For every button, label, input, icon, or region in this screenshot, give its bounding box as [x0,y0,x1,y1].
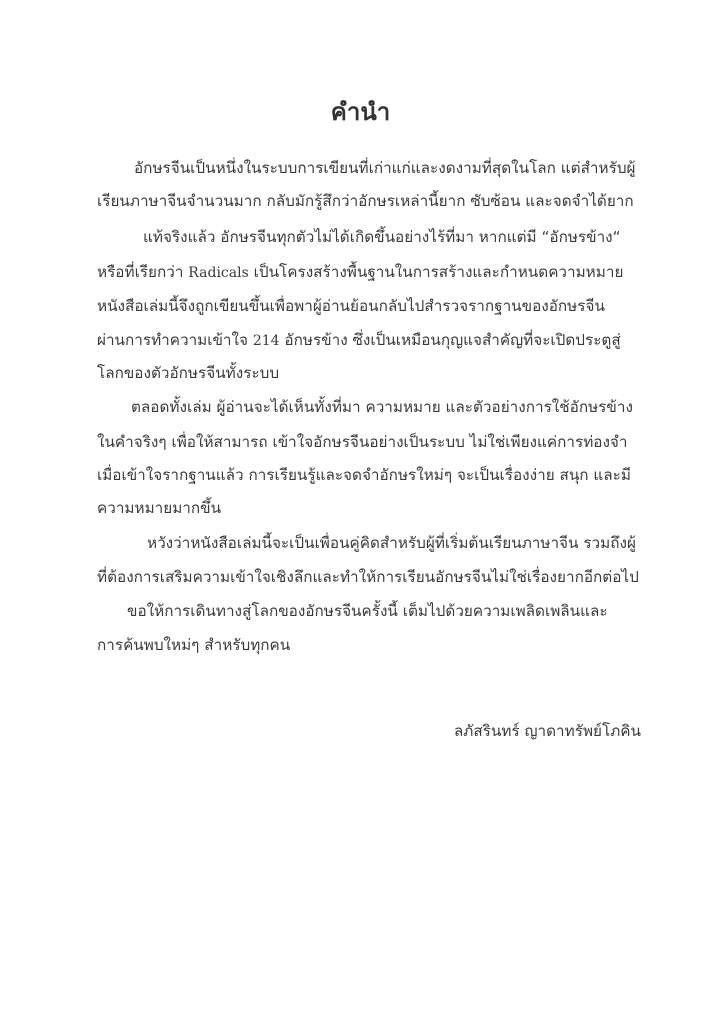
radicals-term: Radicals [188,265,249,281]
author-signature: ลภัสรินทร์ ญาดาทรัพย์โภคิน [453,722,641,740]
paragraph-3-line-1: ตลอดทั้งเล่ม ผู้อ่านจะได้เห็นทั้งที่มา ความหมาย และตัวอย่างการใช้อักษรข้าง [131,398,633,416]
paragraph-2-line-2-text-b: เป็นโครงสร้างพื้นฐานในการสร้างและกำหนดความหมาย [248,263,624,281]
paragraph-4-line-1: หวังว่าหนังสือเล่มนี้จะเป็นเพื่อนคู่คิดสำหรับผู้ที่เริ่มต้นเรียนภาษาจีน รวมถึงผู้ [147,534,636,552]
paragraph-1-line-1: อักษรจีนเป็นหนึ่งในระบบการเขียนที่เก่าแก่และงดงามที่สุดในโลก แต่สำหรับผู้ [134,159,636,177]
paragraph-4-line-2: ที่ต้องการเสริมความเข้าใจเชิงลึกและทำให้การเรียนอักษรจีนไม่ใช่เรื่องยากอีกต่อไป [97,568,639,586]
paragraph-3-line-3: เมื่อเข้าใจรากฐานแล้ว การเรียนรู้และจดจำอักษรใหม่ๆ จะเป็นเรื่องง่าย สนุก และมี [97,466,631,484]
paragraph-3-line-4: ความหมายมากขึ้น [97,499,222,517]
paragraph-2-line-2 [97,262,623,283]
paragraph-2-line-1: แท้จริงแล้ว อักษรจีนทุกตัวไม่ได้เกิดขึ้นอย่างไร้ที่มา หากแต่มี “อักษรข้าง“ [143,228,621,246]
paragraph-2-line-3: หนังสือเล่มนี้จึงถูกเขียนขึ้นเพื่อพาผู้อ่านย้อนกลับไปสำรวจรากฐานของอักษรจีน [97,297,605,315]
paragraph-3-line-2: ในคำจริงๆ เพื่อให้สามารถ เข้าใจอักษรจีนอย่างเป็นระบบ ไม่ใช่เพียงแค่การท่องจำ [97,433,628,451]
radical-count: 214 [252,333,280,349]
paragraph-5-line-1: ขอให้การเดินทางสู่โลกของอักษรจีนครั้งนี้ เต็มไปด้วยความเพลิดเพลินและ [127,602,608,620]
paragraph-1-line-2: เรียนภาษาจีนจำนวนมาก กลับมักรู้สึกว่าอักษรเหล่านี้ยาก ซับซ้อน และจดจำได้ยาก [97,192,634,210]
page-title: คำนำ [330,98,391,126]
paragraph-2-line-4-text-b: อักษรข้าง ซึ่งเป็นเหมือนกุญแจสำคัญที่จะเปิดประตูสู่ [279,331,621,349]
paragraph-2-line-5: โลกของตัวอักษรจีนทั้งระบบ [97,364,280,382]
paragraph-5-line-2: การค้นพบใหม่ๆ สำหรับทุกคน [97,636,291,654]
paragraph-2-line-2-text-a: หรือที่เรียกว่า [97,263,189,281]
paragraph-2-line-4 [97,330,621,351]
paragraph-2-line-4-text-a: ผ่านการทำความเข้าใจ [97,331,253,349]
